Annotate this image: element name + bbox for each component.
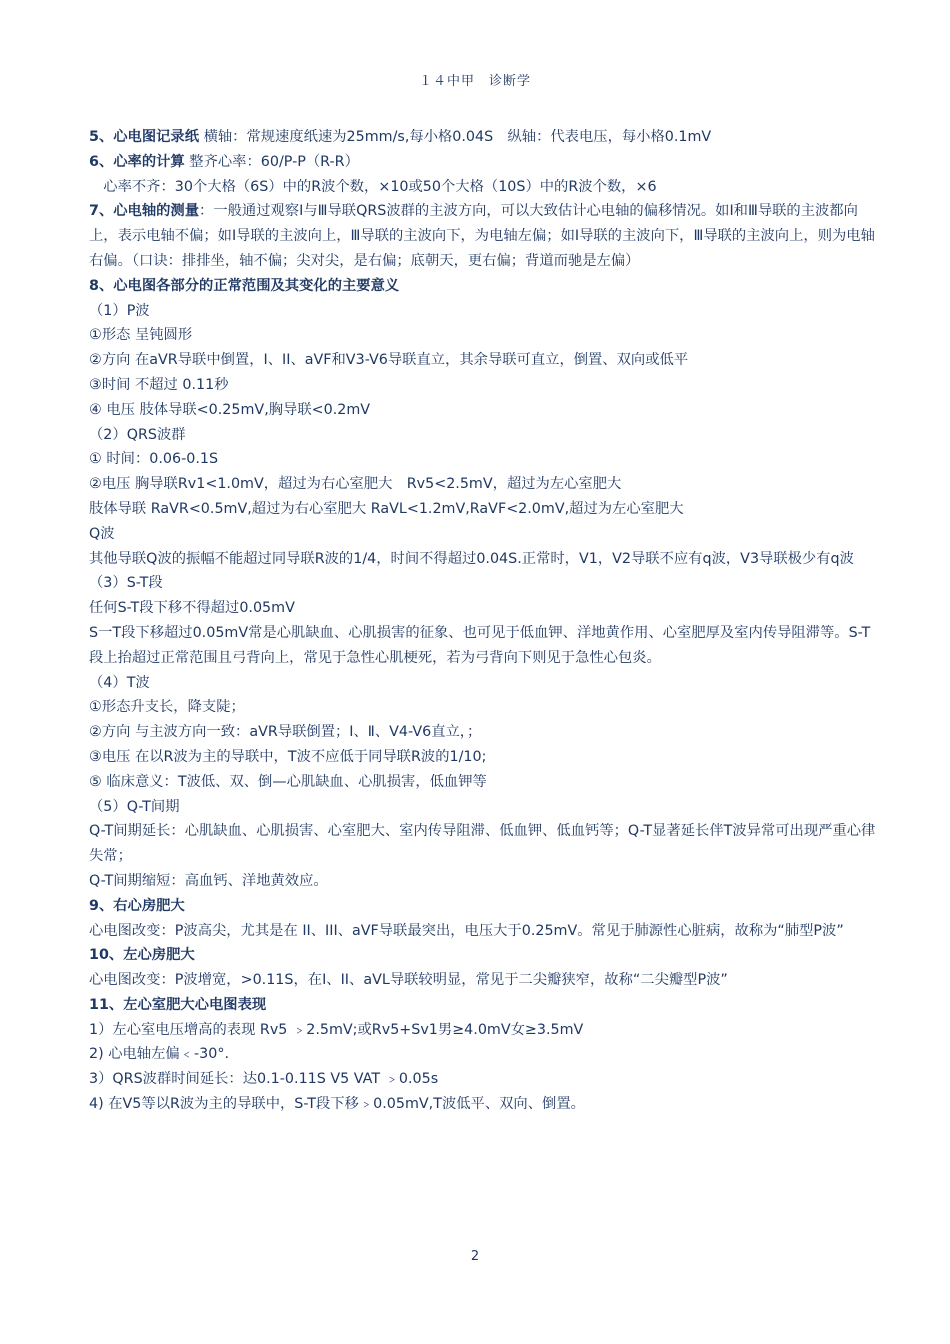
text-line [89,869,879,894]
line-text: ① 时间：0.06-0.1S [89,451,219,468]
line-text: ④ 电压 肢体导联<0.25mV,胸导联<0.2mV [89,401,371,418]
text-line [89,547,879,572]
section-heading: 心率的计算 [113,153,185,170]
text-line [89,571,879,596]
page-number: 2 [470,1249,480,1264]
section-number: 6、 [89,153,114,170]
line-text: （2）QRS波群 [89,426,186,443]
text-line [89,770,879,795]
text-line [89,348,879,373]
line-text: ③时间 不超过 0.11秒 [89,376,229,393]
text-line [89,894,879,919]
section-number: 11、 [89,996,124,1013]
text-line [89,819,879,869]
text-line [89,522,879,547]
line-text: ①形态 呈钝圆形 [89,327,193,344]
text-line [89,795,879,820]
text-line [89,745,879,770]
section-heading: 左心室肥大心电图表现 [123,996,267,1013]
line-text: 其他导联Q波的振幅不能超过同导联R波的1/4，时间不得超过0.04S.正常时，V1，V2导联不应有q波，V3导联极少有q波 [89,550,854,567]
section-heading: 心电图各部分的正常范围及其变化的主要意义 [113,277,400,294]
line-text: 3）QRS波群时间延长：达0.1-0.11S V5 VAT ﹥0.05s [89,1071,439,1088]
line-text: 心率不齐：30个大格（6S）中的R波个数，×10或50个大格（10S）中的R波个数，×6 [89,178,657,195]
text-line [89,943,879,968]
line-text: ：一般通过观察Ⅰ与Ⅲ导联QRS波群的主波方向，可以大致估计心电轴的偏移情况。如Ⅰ和Ⅲ导联的主波都向上，表示电轴不偏；如Ⅰ导联的主波向上，Ⅲ导联的主波向下，为电轴左偏；如Ⅰ导联的主波向下，Ⅲ导联的主波向上，则为电轴右偏。（口诀：排排坐，轴不偏；尖对尖，是右偏；底朝天，更右偏；背道而驰是左偏） [89,203,875,269]
text-line [89,720,879,745]
text-line [89,993,879,1018]
text-line [89,621,879,671]
text-line [89,323,879,348]
line-text: （5）Q-T间期 [89,798,180,815]
line-text: ②方向 在aVR导联中倒置，I、II、aVF和V3-V6导联直立，其余导联可直立，倒置、双向或低平 [89,352,689,369]
line-text: 1）左心室电压增高的表现 Rv5 ﹥2.5mV;或Rv5+Sv1男≥4.0mV女≥3.5mV [89,1021,584,1038]
text-line [89,596,879,621]
line-text: 横轴：常规速度纸速为25mm/s,每小格0.04S 纵轴：代表电压，每小格0.1mV [199,129,712,145]
text-line [89,695,879,720]
text-line [89,125,879,150]
text-line [89,175,879,200]
text-line [89,299,879,324]
line-text: 肢体导联 RaVR<0.5mV,超过为右心室肥大 RaVL<1.2mV,RaVF<2.0mV,超过为左心室肥大 [89,500,684,517]
section-number: 7、 [89,203,114,220]
text-line [89,274,879,299]
line-text: （4）T波 [89,674,150,691]
line-text: 4) 在V5等以R波为主的导联中，S-T段下移﹥0.05mV,T波低平、双向、倒置。 [89,1096,585,1113]
section-number: 8、 [89,277,114,294]
text-line [89,1067,879,1092]
line-text: ③电压 在以R波为主的导联中，T波不应低于同导联R波的1/10; [89,748,487,765]
text-line [89,398,879,423]
line-text: 2) 心电轴左偏﹤-30°. [89,1046,230,1063]
page-header: １４中甲 诊断学 [418,74,531,89]
section-heading: 心电图记录纸 [113,129,200,145]
line-text: ⑤ 临床意义：T波低、双、倒—心肌缺血、心肌损害，低血钾等 [89,773,487,790]
section-heading: 左心房肥大 [123,947,195,964]
text-line [89,373,879,398]
line-text: 整齐心率：60/P-P（R-R） [184,153,359,170]
line-text: Q-T间期延长：心肌缺血、心肌损害、心室肥大、室内传导阻滞、低血钾、低血钙等；Q-T显著延长伴T波异常可出现严重心律失常； [89,823,876,865]
section-heading: 心电轴的测量 [113,203,200,220]
text-line [89,1092,879,1117]
text-line [89,423,879,448]
text-line [89,671,879,696]
section-number: 10、 [89,947,124,964]
line-text: ①形态升支长，降支陡； [89,699,245,716]
line-text: ②电压 胸导联Rv1<1.0mV，超过为右心室肥大 Rv5<2.5mV，超过为左心室肥大 [89,476,622,493]
text-line [89,447,879,472]
line-text: ②方向 与主波方向一致：aVR导联倒置；Ⅰ、Ⅱ、V4-V6直立，； [89,724,482,741]
text-line [89,1042,879,1067]
text-line [89,497,879,522]
section-number: 5、 [89,129,114,145]
text-line [89,1018,879,1043]
text-line [89,150,879,175]
line-text: 心电图改变：P波高尖，尤其是在 II、III、aVF导联最突出，电压大于0.25mV。常见于肺源性心脏病，故称为“肺型P波” [89,922,844,939]
line-text: Q波 [89,525,115,542]
line-text: （1）P波 [89,302,150,319]
text-line [89,472,879,497]
section-number: 9、 [89,897,114,914]
section-heading: 右心房肥大 [113,897,185,914]
line-text: Q-T间期缩短：高血钙、洋地黄效应。 [89,872,328,889]
document-body [89,125,879,1117]
line-text: 心电图改变：P波增宽，>0.11S，在I、II、aVL导联较明显，常见于二尖瓣狭窄，故称“二尖瓣型P波” [89,972,728,989]
text-line [89,968,879,993]
line-text: S一T段下移超过0.05mV常是心肌缺血、心肌损害的征象、也可见于低血钾、洋地黄作用、心室肥厚及室内传导阻滞等。S-T段上抬超过正常范围且弓背向上，常见于急性心肌梗死，若为弓背向下则见于急性心包炎。 [89,624,871,666]
text-line [89,919,879,944]
text-line [89,199,879,273]
line-text: （3）S-T段 [89,575,163,592]
line-text: 任何S-T段下移不得超过0.05mV [89,600,295,617]
